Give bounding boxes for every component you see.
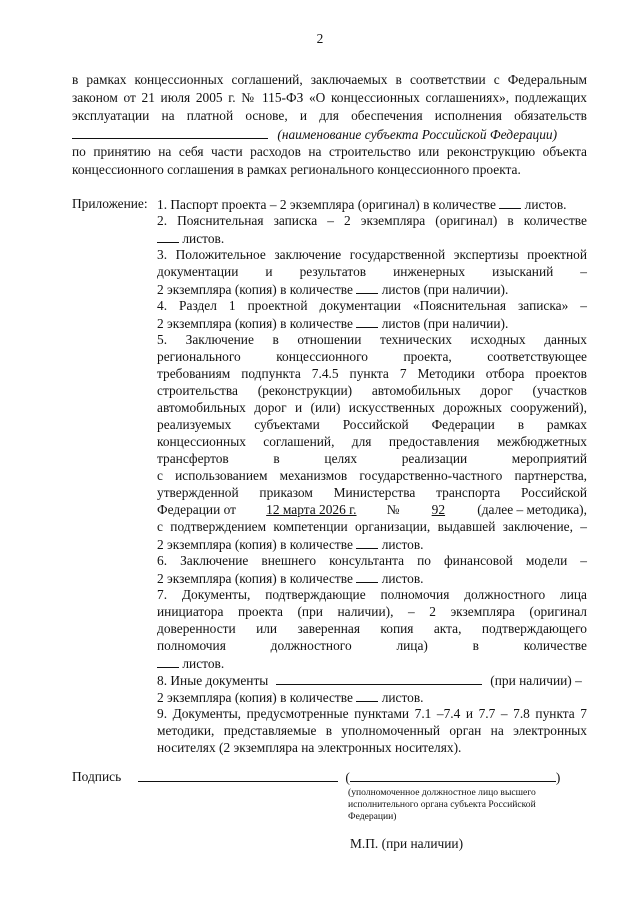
item-8-text: 8. Иные документы bbox=[157, 673, 269, 688]
appendix-item-5-line-10: утвержденной приказом Министерства транспорта Российской bbox=[157, 485, 587, 500]
subject-name-note: (наименование субъекта Российской Федерации) bbox=[277, 127, 558, 142]
appendix-item-6-line-1: 6. Заключение внешнего консультанта по финансовой модели – bbox=[157, 553, 587, 568]
intro-line-1: в рамках концессионных соглашений, заключаемых в соответствии с Федеральным bbox=[72, 72, 587, 87]
intro-line-2: законом от 21 июля 2005 г. № 115-ФЗ «О концессионных соглашениях», подлежащих bbox=[72, 90, 587, 105]
appendix-item-2-line-2 bbox=[157, 230, 224, 247]
item-5-tail: листов. bbox=[381, 537, 424, 552]
appendix-item-9-line-1: 9. Документы, предусмотренные пунктами 7.1 –7.4 и 7.7 – 7.8 пункта 7 bbox=[157, 706, 587, 721]
appendix-item-7-line-1: 7. Документы, подтверждающие полномочия должностного лица bbox=[157, 587, 587, 602]
appendix-item-3-line-3 bbox=[157, 281, 508, 298]
appendix-item-6-line-2 bbox=[157, 570, 424, 587]
count-blank bbox=[356, 536, 378, 549]
item-6-tail: листов. bbox=[381, 571, 424, 586]
appendix-item-5-line-12: с подтверждением компетенции организации, выдавшей заключение, – bbox=[157, 519, 587, 534]
appendix-item-1 bbox=[157, 196, 567, 213]
item-4-tail: листов (при наличии). bbox=[381, 316, 509, 331]
item-8-count-tail: листов. bbox=[381, 690, 424, 705]
item-5-text: 2 экземпляра (копия) в количестве bbox=[157, 537, 353, 552]
intro-line-4 bbox=[72, 126, 587, 143]
appendix-label: Приложение: bbox=[72, 196, 148, 211]
item-3-text: 2 экземпляра (копия) в количестве bbox=[157, 282, 353, 297]
item-8-count-text: 2 экземпляра (копия) в количестве bbox=[157, 690, 353, 705]
appendix-item-8-line-1 bbox=[157, 672, 587, 689]
order-number-sign: № bbox=[386, 502, 400, 517]
appendix-item-7-line-3: доверенности или заверенная копия акта, подтверждающего bbox=[157, 621, 587, 636]
appendix-item-5-line-7: концессионных соглашений, для предоставления межбюджетных bbox=[157, 434, 587, 449]
page-number: 2 bbox=[316, 31, 324, 46]
signatory-name-blank bbox=[350, 769, 556, 782]
appendix-item-5-line-5: автомобильных дорог и (или) искусственных дорожных сооружений), bbox=[157, 400, 587, 415]
other-docs-blank bbox=[276, 672, 482, 685]
item-7-tail: листов. bbox=[182, 656, 225, 671]
count-blank bbox=[356, 570, 378, 583]
signature-label: Подпись bbox=[72, 769, 122, 784]
order-tail: (далее – методика), bbox=[477, 502, 587, 517]
appendix-item-4-line-2 bbox=[157, 315, 508, 332]
appendix-item-7-line-5 bbox=[157, 655, 224, 672]
appendix-item-7-line-4: полномочия должностного лица) в количестве bbox=[157, 638, 587, 653]
item-8-tail: (при наличии) – bbox=[490, 673, 582, 688]
signatory-note-line-3: Федерации) bbox=[348, 811, 397, 822]
appendix-item-9-line-2: методики, представляемые в уполномоченный орган на электронных bbox=[157, 723, 587, 738]
signatory-note-line-2: исполнительного органа субъекта Российской bbox=[348, 799, 536, 810]
appendix-item-5-line-1: 5. Заключение в отношении технических исходных данных bbox=[157, 332, 587, 347]
count-blank bbox=[157, 230, 179, 243]
appendix-item-2-line-1: 2. Пояснительная записка – 2 экземпляра (оригинал) в количестве bbox=[157, 213, 587, 228]
count-blank bbox=[157, 655, 179, 668]
intro-line-3: эксплуатации на платной основе, и для обеспечения исполнения обязательств bbox=[72, 108, 587, 123]
order-date: 12 марта 2026 г. bbox=[266, 502, 357, 517]
appendix-item-9-line-3: носителях (2 экземпляра на электронных носителях). bbox=[157, 740, 462, 755]
appendix-item-5-line-2: регионального концессионного проекта, соответствующее bbox=[157, 349, 587, 364]
order-number: 92 bbox=[431, 502, 446, 517]
item-4-text: 2 экземпляра (копия) в количестве bbox=[157, 316, 353, 331]
appendix-item-5-line-8: трансфертов в целях реализации мероприятий bbox=[157, 451, 587, 466]
appendix-item-3-line-1: 3. Положительное заключение государственной экспертизы проектной bbox=[157, 247, 587, 262]
order-from-label: Федерации от bbox=[157, 502, 236, 517]
item-3-tail: листов (при наличии). bbox=[381, 282, 509, 297]
appendix-item-5-line-13 bbox=[157, 536, 424, 553]
appendix-item-5-line-6: реализуемых субъектами Российской Федерации в рамках bbox=[157, 417, 587, 432]
intro-line-6: концессионного соглашения в рамках регионального концессионного проекта. bbox=[72, 162, 521, 177]
signature-line: ( ) bbox=[138, 769, 560, 786]
item-1-text: 1. Паспорт проекта – 2 экземпляра (оригинал) в количестве bbox=[157, 197, 496, 212]
count-blank bbox=[499, 196, 521, 209]
appendix-item-7-line-2: инициатора проекта (при наличии), – 2 экземпляра (оригинал bbox=[157, 604, 587, 619]
appendix-item-5-line-4: строительства (реконструкции) автомобильных дорог (участков bbox=[157, 383, 587, 398]
intro-line-5: по принятию на себя части расходов на строительство или реконструкцию объекта bbox=[72, 144, 587, 159]
appendix-item-4-line-1: 4. Раздел 1 проектной документации «Пояснительная записка» – bbox=[157, 298, 587, 313]
signatory-note-line-1: (уполномоченное должностное лицо высшего bbox=[348, 787, 536, 798]
count-blank bbox=[356, 689, 378, 702]
item-2-tail: листов. bbox=[182, 231, 225, 246]
appendix-item-8-line-2 bbox=[157, 689, 424, 706]
appendix-item-5-line-3: требованиям подпункта 7.4.5 пункта 7 Методики отбора проектов bbox=[157, 366, 587, 381]
count-blank bbox=[356, 281, 378, 294]
stamp-place: М.П. (при наличии) bbox=[350, 836, 464, 851]
appendix-item-5-line-11 bbox=[157, 502, 587, 518]
signature-blank bbox=[138, 769, 338, 782]
item-6-text: 2 экземпляра (копия) в количестве bbox=[157, 571, 353, 586]
appendix-item-5-line-9: с использованием механизмов государственно-частного партнерства, bbox=[157, 468, 587, 483]
count-blank bbox=[356, 315, 378, 328]
subject-name-blank bbox=[72, 126, 268, 139]
appendix-item-3-line-2: документации и результатов инженерных изысканий – bbox=[157, 264, 587, 279]
item-1-tail: листов. bbox=[524, 197, 567, 212]
